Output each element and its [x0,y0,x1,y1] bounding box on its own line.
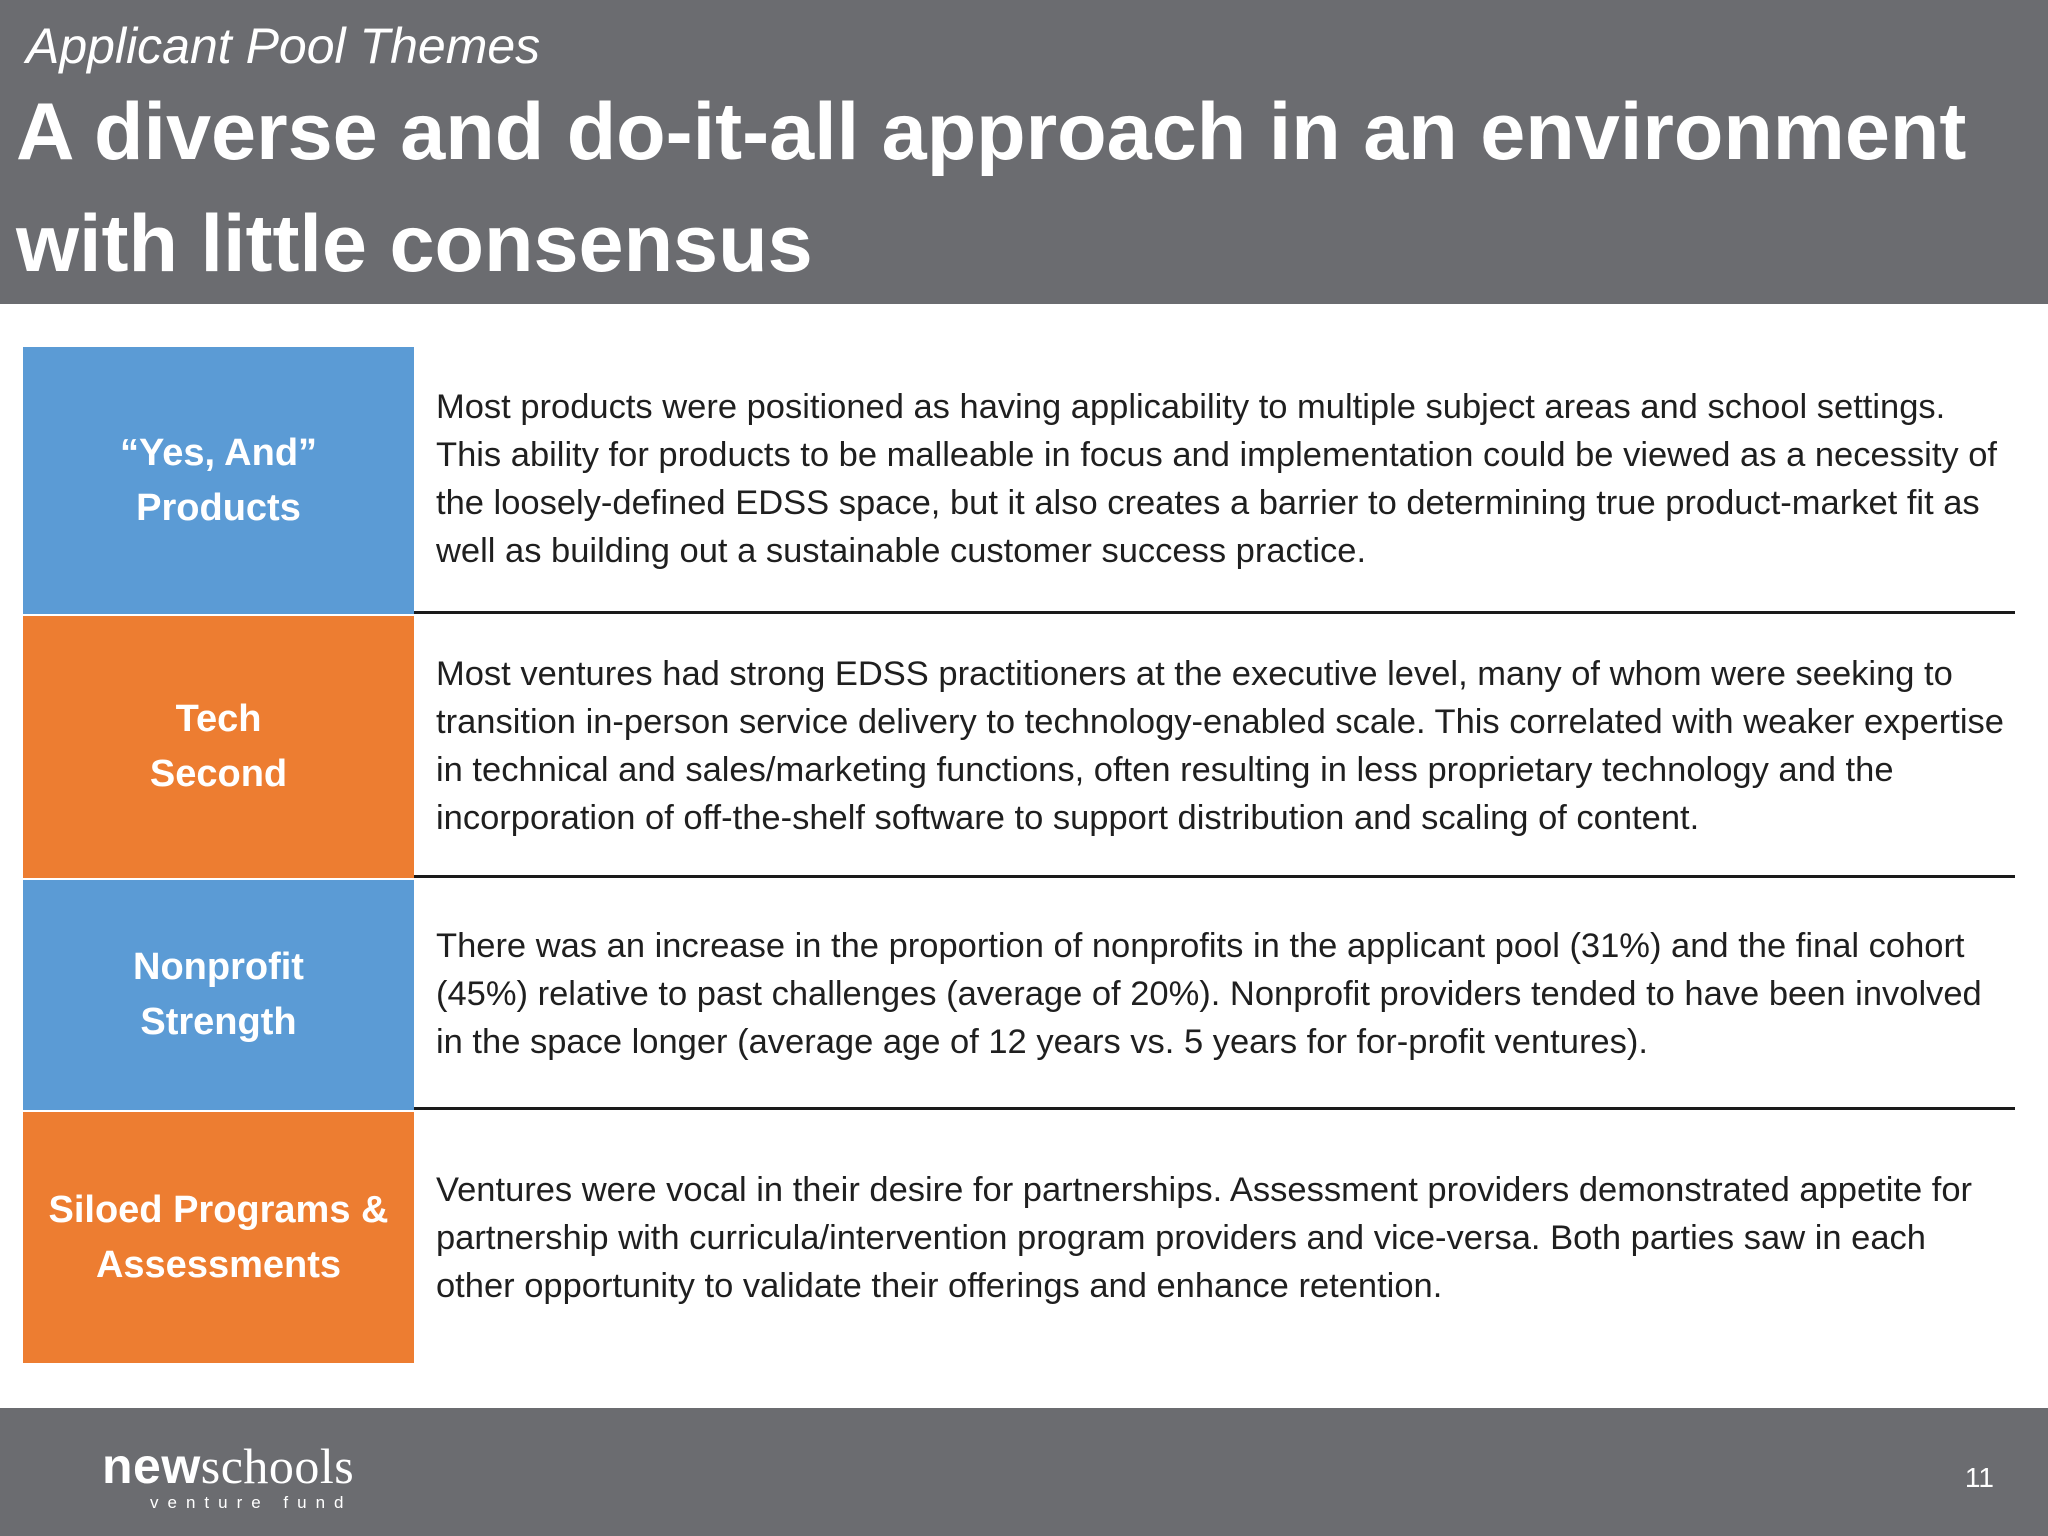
theme-description: There was an increase in the proportion of nonprofits in the applicant pool (31%) and the final cohort (45%) relative to past challenges (average of 20%). Nonprofit providers tended to have been involved in the space longer (average age of 12 years vs. 5 years for for-profit ventures). [414,880,2015,1110]
theme-row [23,616,2015,878]
theme-description: Most ventures had strong EDSS practitioners at the executive level, many of whom were seeking to transition in-person service delivery to technology-enabled scale. This correlated with weaker expertise in technical and sales/marketing functions, often resulting in less proprietary technology and the incorporation of off-the-shelf software to support distribution and scaling of content. [414,616,2015,878]
theme-label: Nonprofit Strength [23,880,414,1110]
theme-description: Ventures were vocal in their desire for partnerships. Assessment providers demonstrated appetite for partnership with curricula/intervention program providers and vice-versa. Both parties saw in each other opportunity to validate their offerings and enhance retention. [436,1170,1973,1305]
newschools-logo [102,1438,354,1512]
logo-word-schools: schools [200,1438,355,1494]
theme-row [23,1112,2015,1363]
page-number: 11 [1964,1462,1994,1493]
theme-label: “Yes, And” Products [23,347,414,614]
logo-word-new: new [102,1438,201,1494]
theme-description: Most products were positioned as having applicability to multiple subject areas and school settings. This ability for products to be malleable in focus and implementation could be viewed as a necessity of the loosely-defined EDSS space, but it also creates a barrier to determining true product-market fit as well as building out a sustainable customer success practice. [414,347,2015,614]
slide-footer [0,1408,2048,1536]
theme-label: Siloed Programs & Assessments [23,1112,414,1363]
theme-row [23,347,2015,614]
logo-wordmark [102,1438,354,1494]
slide-title: A diverse and do-it-all approach in an environment with little consensus [16,87,1967,289]
logo-tagline: venture fund [150,1493,353,1512]
theme-row [23,880,2015,1110]
section-subtitle: Applicant Pool Themes [26,18,541,74]
slide-header [0,0,2048,304]
theme-label: Tech Second [23,616,414,878]
themes-table [23,347,2015,1363]
